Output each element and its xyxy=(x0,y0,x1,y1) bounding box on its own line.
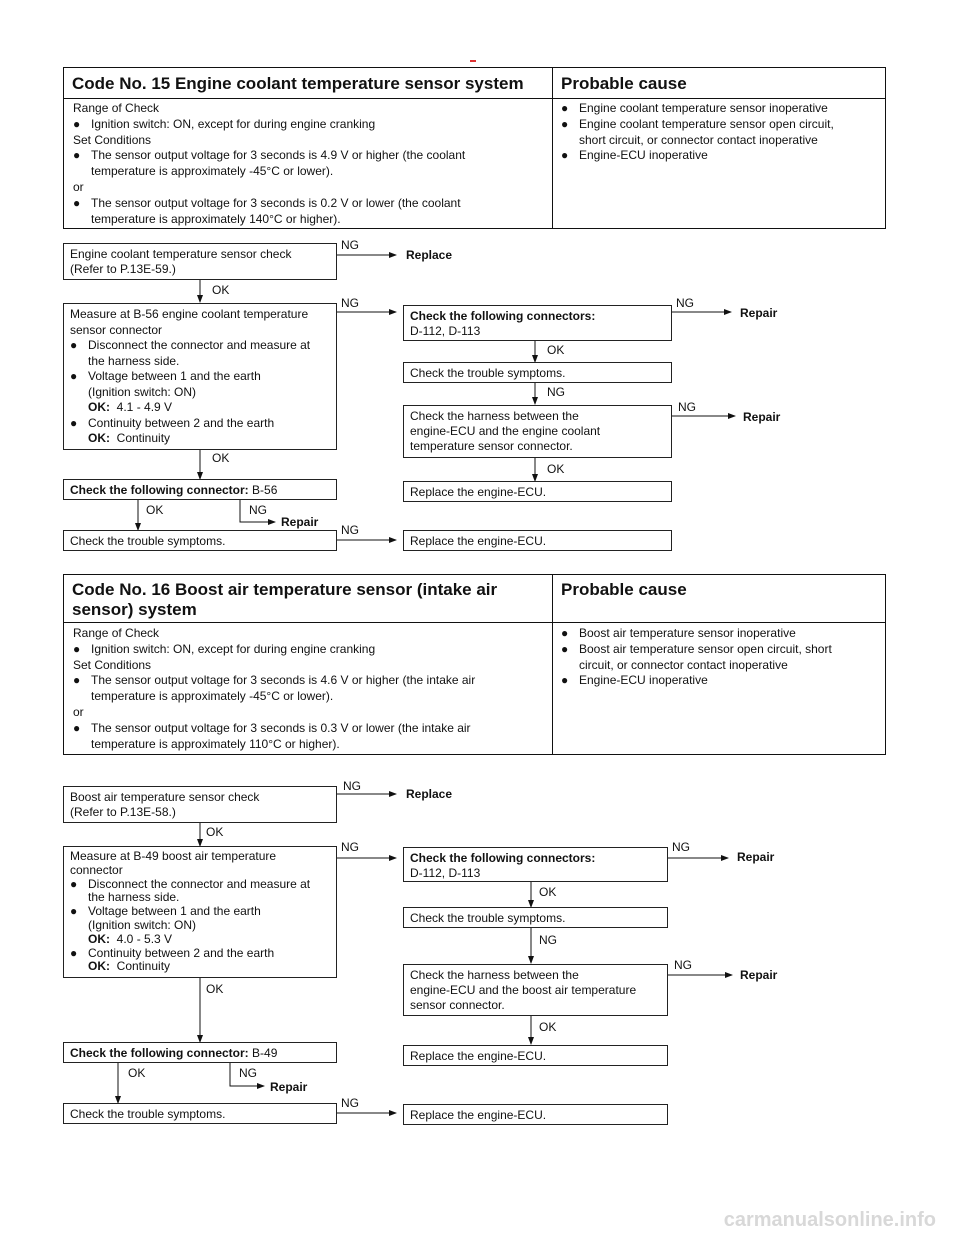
ok-label: OK xyxy=(212,283,230,297)
code16-connector-b49-box: Check the following connector: B-49 xyxy=(63,1042,337,1063)
code15-trouble-box: Check the trouble symptoms. xyxy=(403,362,672,383)
code15-measure-box: Measure at B-56 engine coolant temperature sensor connector ● Disconnect the connector and measure at the harness side. ● Voltage between 1 and the earth (Ignition switch: ON) OK: 4.1 - 4.9 V ● Continuity between 2 and the earth OK: Continuity xyxy=(63,303,337,450)
code16-harness-box: Check the harness between the engine-ECU and the boost air temperature sensor connector. xyxy=(403,964,668,1016)
ng-label: NG xyxy=(239,1066,257,1080)
code15-cause-title: Probable cause xyxy=(561,74,687,93)
repair-action: Repair xyxy=(737,850,775,864)
ng-label: NG xyxy=(674,958,692,972)
ok-label: OK xyxy=(212,451,230,465)
code15-causes: ● Engine coolant temperature sensor inoperative ● Engine coolant temperature sensor open circuit, short circuit, or connector contact inoperative ● Engine-ECU inoperative xyxy=(561,101,834,163)
code15-trouble2-box: Check the trouble symptoms. xyxy=(63,530,337,551)
ok-label: OK xyxy=(547,462,565,476)
code16-connectors-box: Check the following connectors: D-112, D-113 xyxy=(403,847,668,882)
code16-conditions: Range of Check ● Ignition switch: ON, except for during engine cranking Set Conditions ● The sensor output voltage for 3 seconds is 4.6 V or higher (the intake air temperature is approximately -45°C or lower). or ● The sensor output voltage for 3 seconds is 0.3 V or lower (the intake air temperature is approximately 110°C or higher). xyxy=(73,626,476,751)
code15-connector-b56-box: Check the following connector: B-56 xyxy=(63,479,337,500)
code15-connectors-box: Check the following connectors: D-112, D-113 xyxy=(403,305,672,341)
code15-conditions: Range of Check ● Ignition switch: ON, except for during engine cranking Set Conditions ● The sensor output voltage for 3 seconds is 4.9 V or higher (the coolant temperature is approximately -45°C or lower). or ● The sensor output voltage for 3 seconds is 0.2 V or lower (the coolant temperature is approximately 140°C or higher). xyxy=(73,101,466,226)
repair-action: Repair xyxy=(270,1080,308,1094)
ok-label: OK xyxy=(146,503,164,517)
replace-action: Replace xyxy=(406,248,453,262)
code16-trouble-box: Check the trouble symptoms. xyxy=(403,907,668,928)
code16-measure-box: Measure at B-49 boost air temperature connector ● Disconnect the connector and measure at the harness side. ● Voltage between 1 and the earth (Ignition switch: ON) OK: 4.0 - 5.3 V ● Continuity between 2 and the earth OK: Continuity xyxy=(63,846,337,978)
ng-label: NG xyxy=(341,523,359,537)
code15-replace-ecu-box: Replace the engine-ECU. xyxy=(403,481,672,502)
code16-causes: ● Boost air temperature sensor inoperative ● Boost air temperature sensor open circuit, short circuit, or connector contact inoperative ● Engine-ECU inoperative xyxy=(561,626,832,688)
code16-trouble2-box: Check the trouble symptoms. xyxy=(63,1103,337,1124)
code16-title-line1: Code No. 16 Boost air temperature sensor (intake air xyxy=(72,580,498,599)
repair-action: Repair xyxy=(281,515,319,529)
ng-label: NG xyxy=(672,840,690,854)
code16-title-line2: sensor) system xyxy=(72,600,197,619)
code15-sensor-check-box: Engine coolant temperature sensor check (Refer to P.13E-59.) xyxy=(63,243,337,280)
ok-label: OK xyxy=(539,1020,557,1034)
code15-harness-box: Check the harness between the engine-ECU and the engine coolant temperature sensor connector. xyxy=(403,405,672,458)
ng-label: NG xyxy=(343,779,361,793)
ok-label: OK xyxy=(206,825,224,839)
code15-replace-ecu2-box: Replace the engine-ECU. xyxy=(403,530,672,551)
code16-replace-ecu2-box: Replace the engine-ECU. xyxy=(403,1104,668,1125)
ng-label: NG xyxy=(341,1096,359,1110)
ng-label: NG xyxy=(539,933,557,947)
code16-sensor-check-box: Boost air temperature sensor check (Refer to P.13E-58.) xyxy=(63,786,337,823)
ok-label: OK xyxy=(547,343,565,357)
repair-action: Repair xyxy=(743,410,781,424)
repair-action: Repair xyxy=(740,968,778,982)
ok-label: OK xyxy=(128,1066,146,1080)
ng-label: NG xyxy=(676,296,694,310)
code16-replace-ecu-box: Replace the engine-ECU. xyxy=(403,1045,668,1066)
ng-label: NG xyxy=(341,238,359,252)
code15-title: Code No. 15 Engine coolant temperature sensor system xyxy=(72,74,524,93)
ng-label: NG xyxy=(341,840,359,854)
ng-label: NG xyxy=(341,296,359,310)
watermark: carmanualsonline.info xyxy=(723,1209,936,1231)
ng-label: NG xyxy=(547,385,565,399)
ng-label: NG xyxy=(249,503,267,517)
ok-label: OK xyxy=(206,982,224,996)
ok-label: OK xyxy=(539,885,557,899)
code16-cause-title: Probable cause xyxy=(561,580,687,599)
ng-label: NG xyxy=(678,400,696,414)
replace-action: Replace xyxy=(406,787,453,801)
repair-action: Repair xyxy=(740,306,778,320)
